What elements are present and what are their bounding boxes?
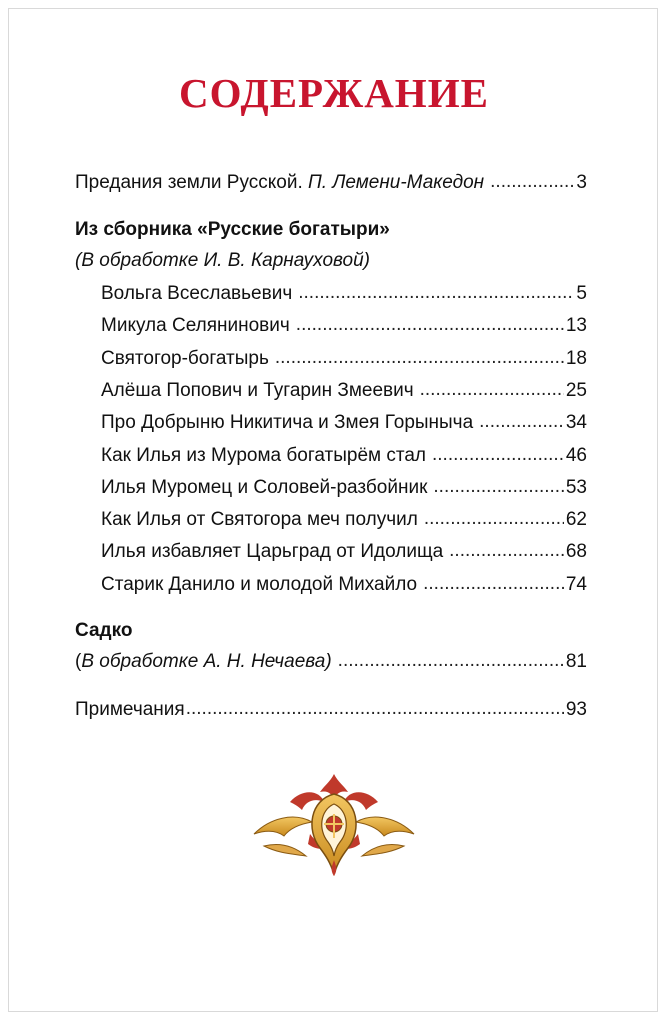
toc-item-title: Старик Данило и молодой Михайло xyxy=(101,574,418,595)
section-heading-russkie-bogatyri[interactable]: Из сборника «Русские богатыри» xyxy=(75,219,390,240)
section-note-karnaukhova: (В обработке И. В. Карнауховой) xyxy=(75,250,370,271)
toc-item-title: Святогор-богатырь xyxy=(101,348,269,369)
page-number: 13 xyxy=(565,315,587,336)
toc-item[interactable] xyxy=(101,505,587,535)
page-number: 25 xyxy=(565,380,587,401)
page-number: 46 xyxy=(565,445,587,466)
page-title: СОДЕРЖАНИЕ xyxy=(179,70,489,116)
section-heading-sadko[interactable]: Садко xyxy=(75,620,133,641)
toc-item[interactable] xyxy=(101,311,587,341)
toc-item[interactable] xyxy=(101,473,587,503)
leader-dots xyxy=(186,694,564,724)
toc-item-title: Алёша Попович и Тугарин Змеевич xyxy=(101,380,414,401)
page-number: 74 xyxy=(565,574,587,595)
toc-item[interactable] xyxy=(101,408,587,438)
toc-item-title: Илья Муромец и Соловей-разбойник xyxy=(101,477,428,498)
toc-item[interactable] xyxy=(101,441,587,471)
toc-item[interactable] xyxy=(101,279,587,309)
toc-entry-notes[interactable] xyxy=(75,695,587,725)
leader-dots xyxy=(424,504,564,534)
leader-dots xyxy=(432,440,564,470)
page-number: 3 xyxy=(576,172,587,193)
toc-entry-title: Предания земли Русской. xyxy=(75,172,303,193)
leader-dots xyxy=(449,536,564,566)
toc-entry-author: П. Лемени-Македон xyxy=(308,172,485,193)
leader-dots xyxy=(433,472,563,502)
leader-dots xyxy=(296,310,564,340)
page-number: 34 xyxy=(565,412,587,433)
toc-item[interactable] xyxy=(101,376,587,406)
paren-open: ( xyxy=(75,651,82,672)
toc-item-title: Как Илья из Мурома богатырём стал xyxy=(101,445,426,466)
toc-item[interactable] xyxy=(101,537,587,567)
page-number: 68 xyxy=(565,541,587,562)
page-number: 62 xyxy=(565,509,587,530)
leader-dots xyxy=(275,343,564,373)
toc-item-title: Вольга Всеславьевич xyxy=(101,283,293,304)
leader-dots xyxy=(423,569,564,599)
toc-item-title: Илья избавляет Царьград от Идолища xyxy=(101,541,444,562)
leader-dots xyxy=(420,375,564,405)
toc-entry-note: В обработке А. Н. Нечаева) xyxy=(81,651,332,672)
leader-dots xyxy=(298,278,574,308)
page-number: 93 xyxy=(565,699,587,720)
toc-item-title: Микула Селянинович xyxy=(101,315,290,336)
leader-dots xyxy=(338,646,564,676)
toc-entry-title: Примечания xyxy=(75,699,185,720)
toc-item-title: Как Илья от Святогора меч получил xyxy=(101,509,418,530)
toc-item[interactable] xyxy=(101,344,587,374)
page-number: 53 xyxy=(565,477,587,498)
toc-entry-predaniya[interactable] xyxy=(75,168,587,198)
toc-entry-sadko[interactable] xyxy=(75,647,587,677)
leader-dots xyxy=(479,407,564,437)
page-number: 81 xyxy=(565,651,587,672)
leader-dots xyxy=(490,167,574,197)
page-number: 18 xyxy=(565,348,587,369)
toc-item[interactable] xyxy=(101,570,587,600)
page-number: 5 xyxy=(576,283,587,304)
decorative-ornament-icon xyxy=(250,772,418,876)
toc-item-title: Про Добрыню Никитича и Змея Горыныча xyxy=(101,412,474,433)
